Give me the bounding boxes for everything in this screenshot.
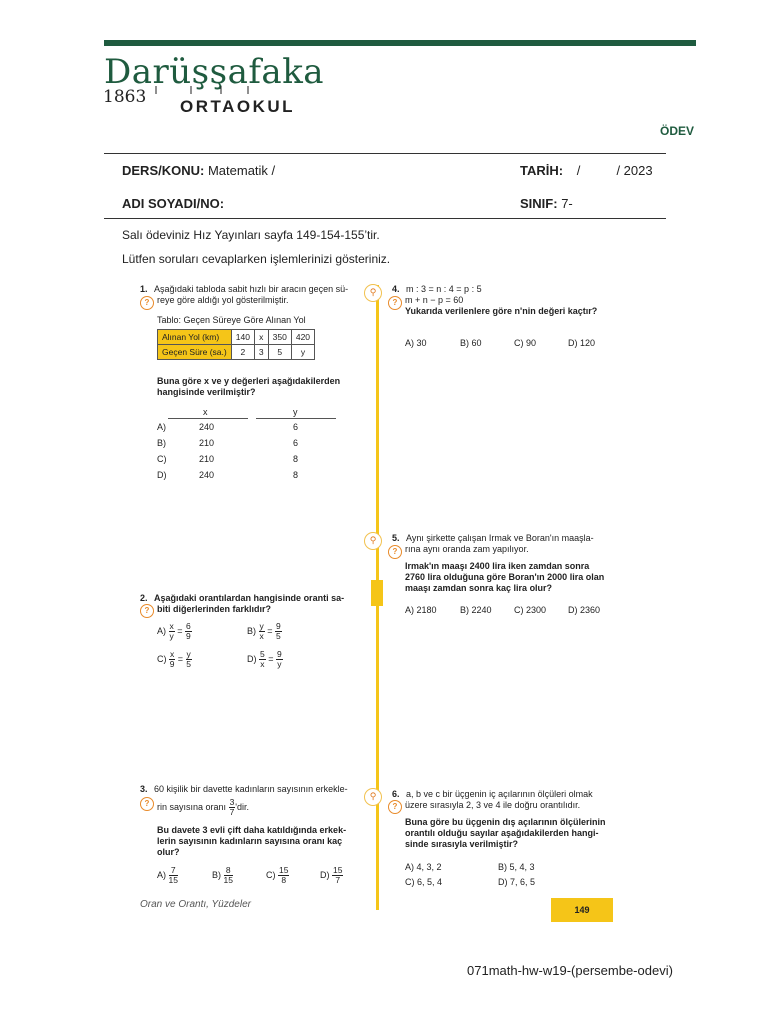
denominator: 7 xyxy=(229,807,235,817)
fraction xyxy=(169,622,175,641)
q5-ask-3: maaşı zamdan sonra kaç lira olur? xyxy=(405,583,553,593)
course-field xyxy=(122,163,275,178)
fraction xyxy=(224,866,233,885)
q2-text-1: Aşağıdaki orantılardan hangisinde oranti sa- xyxy=(154,593,345,603)
class-label: SINIF: xyxy=(520,196,558,211)
answer-option[interactable] xyxy=(157,470,337,486)
fraction xyxy=(169,866,178,885)
denominator: x xyxy=(259,631,264,641)
answer-option[interactable]: B) 2240 xyxy=(460,605,492,615)
option-label: A) xyxy=(157,422,166,432)
q1-col-y-rule xyxy=(256,418,336,419)
date-label: TARİH: xyxy=(520,163,564,178)
q1-text-1: Aşağıdaki tabloda sabit hızlı bir aracın geçen sü- xyxy=(154,284,349,294)
header-line-bottom xyxy=(104,218,666,219)
option-label: B) xyxy=(247,625,256,636)
table-cell: 350 xyxy=(268,330,291,345)
fraction xyxy=(259,650,266,669)
denominator: x xyxy=(260,659,265,669)
fraction xyxy=(275,622,282,641)
question-icon: ? xyxy=(140,296,154,310)
answer-option[interactable] xyxy=(157,422,337,438)
logo-ticks xyxy=(146,86,256,94)
q6-ask-1: Buna göre bu üçgenin dış açılarının ölçülerinin xyxy=(405,817,606,827)
q6-text-1: a, b ve c bir üçgenin iç açılarının ölçüleri olmak xyxy=(406,789,593,799)
top-bar xyxy=(104,40,696,46)
q5-text-1: Aynı şirkette çalışan Irmak ve Boran'ın maaşla- xyxy=(406,533,594,543)
answer-option[interactable]: C) 90 xyxy=(514,338,537,348)
denominator: 5 xyxy=(186,659,192,669)
table-cell: 140 xyxy=(231,330,254,345)
option-label: A) xyxy=(157,869,166,880)
q1-table-title: Tablo: Geçen Süreye Göre Alınan Yol xyxy=(157,315,306,325)
question-4 xyxy=(392,284,622,317)
q6-text-2: üzere sırasıyla 2, 3 ve 4 ile doğru orantılıdır. xyxy=(405,800,581,810)
q3-text-1: 60 kişilik bir davette kadınların sayısının erkekle- xyxy=(154,784,348,794)
q3-text-2 xyxy=(157,798,249,817)
q3-ask-2: lerin sayısının kadınların sayısına oranı kaç xyxy=(157,836,343,846)
option-y: 6 xyxy=(293,438,299,448)
page-number: 149 xyxy=(551,898,613,922)
q4-ask: Yukarıda verilenlere göre n'nin değeri kaçtır? xyxy=(405,306,598,316)
answer-option[interactable]: A) $\frac{x}{y}$ = $\frac{6}{9}$ xyxy=(157,621,191,641)
q5-ask-2: 2760 lira olduğuna göre Boran'ın 2000 lira olan xyxy=(405,572,605,582)
q5-ask-1: Irmak'ın maaşı 2400 lira iken zamdan sonra xyxy=(405,561,590,571)
header-line-top xyxy=(104,153,666,154)
q3-ask xyxy=(157,825,346,858)
answer-option[interactable]: C) 2300 xyxy=(514,605,547,615)
q1-options xyxy=(157,422,337,486)
fraction xyxy=(259,622,265,641)
table-row xyxy=(158,345,315,360)
question-icon: ? xyxy=(388,545,402,559)
numerator: 15 xyxy=(279,865,289,875)
course-value: Matematik / xyxy=(207,163,276,178)
q3-text-2a: rin sayısına oranı xyxy=(157,801,227,812)
school-logo: Darüşşafaka xyxy=(104,52,325,92)
q5-ask xyxy=(405,561,604,594)
option-label: B) xyxy=(212,869,221,880)
name-field xyxy=(122,196,224,211)
numerator: 9 xyxy=(276,621,281,631)
denominator: 15 xyxy=(223,875,233,885)
denominator: 9 xyxy=(169,659,175,669)
q1-text-2: reye göre aldığı yol gösterilmiştir. xyxy=(157,295,289,305)
option-label: C) xyxy=(157,454,167,464)
q1-table xyxy=(157,329,315,360)
answer-option[interactable]: A) 30 xyxy=(405,338,427,348)
question-number: 1. xyxy=(140,284,148,294)
fraction xyxy=(169,650,175,669)
q3-ask-1: Bu davete 3 evli çift daha katıldığında erkek- xyxy=(157,825,347,835)
answer-option[interactable]: D) 120 xyxy=(568,338,596,348)
option-label: D) xyxy=(157,470,167,480)
fraction xyxy=(186,650,192,669)
answer-option[interactable] xyxy=(157,866,178,885)
q1-col-x-rule xyxy=(168,418,248,419)
question-2 xyxy=(140,593,365,615)
table-cell: 3 xyxy=(254,345,268,360)
intro-line-2: Lütfen soruları cevaplarken işlemlerinizi gösteriniz. xyxy=(122,252,391,266)
option-y: 8 xyxy=(293,470,299,480)
option-y: 6 xyxy=(293,422,299,432)
q1-col-y: y xyxy=(293,407,298,417)
question-5 xyxy=(392,533,622,555)
option-x: 210 xyxy=(199,438,215,448)
q1-ask-1: Buna göre x ve y değerleri aşağıdakilerden xyxy=(157,376,341,386)
q1-col-x: x xyxy=(203,407,208,417)
logo-year: 1863 xyxy=(103,87,147,107)
denominator: 9 xyxy=(186,631,191,641)
option-label: C) xyxy=(266,869,276,880)
question-icon: ? xyxy=(388,296,402,310)
option-label: D) xyxy=(320,869,330,880)
table-cell: Geçen Süre (sa.) xyxy=(158,345,232,360)
table-cell: y xyxy=(291,345,314,360)
class-field xyxy=(520,196,573,211)
fraction xyxy=(276,650,283,669)
numerator: 3 xyxy=(229,797,235,807)
magnifier-icon: ⚲ xyxy=(364,284,382,302)
option-x: 240 xyxy=(199,422,215,432)
answer-option[interactable] xyxy=(266,866,289,885)
answer-option[interactable] xyxy=(320,866,343,885)
numerator: x xyxy=(170,649,175,659)
q6-ask-3: sinde sırasıyla verilmiştir? xyxy=(405,839,519,849)
q3-text-2b: 'dir. xyxy=(235,801,250,812)
book-section-label: Oran ve Orantı, Yüzdeler xyxy=(140,899,251,910)
intro-line-1: Salı ödeviniz Hız Yayınları sayfa 149-154-155’tir. xyxy=(122,228,380,242)
name-label: ADI SOYADI/NO: xyxy=(122,196,225,211)
q2-text-2: biti diğerlerinden farklıdır? xyxy=(157,604,272,614)
q3-ask-3: olur? xyxy=(157,847,180,857)
question-icon: ? xyxy=(388,800,402,814)
option-label: D) xyxy=(247,653,257,664)
answer-option[interactable]: D) 7, 6, 5 xyxy=(498,877,536,887)
answer-option[interactable]: B) 60 xyxy=(460,338,482,348)
answer-option[interactable]: A) 2180 xyxy=(405,605,437,615)
q4-line-2: m + n − p = 60 xyxy=(405,295,464,305)
answer-option[interactable]: C) 6, 5, 4 xyxy=(405,877,443,887)
date-field xyxy=(520,163,653,178)
denominator: y xyxy=(277,659,282,669)
q6-ask xyxy=(405,817,606,850)
spine-tab xyxy=(371,580,383,606)
fraction xyxy=(185,622,192,641)
numerator: 6 xyxy=(186,621,191,631)
option-y: 8 xyxy=(293,454,299,464)
numerator: 5 xyxy=(260,649,265,659)
numerator: y xyxy=(186,649,191,659)
table-cell: 2 xyxy=(231,345,254,360)
answer-option[interactable]: B) 5, 4, 3 xyxy=(498,862,535,872)
denominator: y xyxy=(169,631,174,641)
option-label: C) xyxy=(157,653,167,664)
option-label: B) xyxy=(157,438,166,448)
numerator: 15 xyxy=(333,865,343,875)
file-code: 071math-hw-w19-(persembe-odevi) xyxy=(467,963,673,978)
denominator: 7 xyxy=(335,875,341,885)
date-value: / / 2023 xyxy=(576,163,653,178)
fraction xyxy=(278,866,289,885)
numerator: x xyxy=(169,621,174,631)
question-icon: ? xyxy=(140,604,154,618)
question-number: 6. xyxy=(392,789,400,799)
option-x: 210 xyxy=(199,454,215,464)
logo-subtitle: ORTAOKUL xyxy=(180,97,296,116)
numerator: 9 xyxy=(277,649,282,659)
q5-text-2: rına aynı oranda zam yapılıyor. xyxy=(405,544,529,554)
denominator: 5 xyxy=(276,631,281,641)
numerator: 8 xyxy=(224,866,233,876)
course-label: DERS/KONU: xyxy=(122,163,205,178)
table-cell: 420 xyxy=(291,330,314,345)
class-value: 7- xyxy=(561,196,573,211)
answer-option[interactable] xyxy=(212,866,233,885)
answer-option[interactable]: A) 4, 3, 2 xyxy=(405,862,442,872)
answer-option[interactable]: D) $\frac{5}{x}$ = $\frac{9}{y}$ xyxy=(247,649,282,669)
question-3 xyxy=(140,784,365,795)
option-x: 240 xyxy=(199,470,215,480)
fraction xyxy=(332,866,343,885)
answer-option[interactable] xyxy=(157,454,337,470)
table-cell: Alınan Yol (km) xyxy=(158,330,232,345)
answer-option[interactable] xyxy=(157,438,337,454)
question-icon: ? xyxy=(140,797,154,811)
question-6 xyxy=(392,789,622,811)
question-1 xyxy=(140,284,362,306)
numerator: y xyxy=(259,621,264,631)
answer-option[interactable]: D) 2360 xyxy=(568,605,601,615)
q1-ask-2: hangisinde verilmiştir? xyxy=(157,387,256,397)
answer-option[interactable]: C) $\frac{x}{9}$ = $\frac{y}{5}$ xyxy=(157,649,192,669)
denominator: 15 xyxy=(168,875,178,885)
table-cell: 5 xyxy=(268,345,291,360)
q4-line-1: m : 3 = n : 4 = p : 5 xyxy=(406,284,482,294)
magnifier-icon: ⚲ xyxy=(364,532,382,550)
homework-badge: ÖDEV xyxy=(660,124,695,138)
table-cell: x xyxy=(254,330,268,345)
denominator: 8 xyxy=(281,875,287,885)
question-number: 3. xyxy=(140,784,148,794)
q1-ask xyxy=(157,376,340,398)
question-number: 5. xyxy=(392,533,400,543)
question-number: 2. xyxy=(140,593,148,603)
q6-ask-2: orantılı olduğu sayılar aşağıdakilerden hangi- xyxy=(405,828,599,838)
option-label: A) xyxy=(157,625,166,636)
table-row xyxy=(158,330,315,345)
answer-option[interactable]: B) $\frac{y}{x}$ = $\frac{9}{5}$ xyxy=(247,621,281,641)
magnifier-icon: ⚲ xyxy=(364,788,382,806)
numerator: 7 xyxy=(169,866,178,876)
question-number: 4. xyxy=(392,284,400,294)
